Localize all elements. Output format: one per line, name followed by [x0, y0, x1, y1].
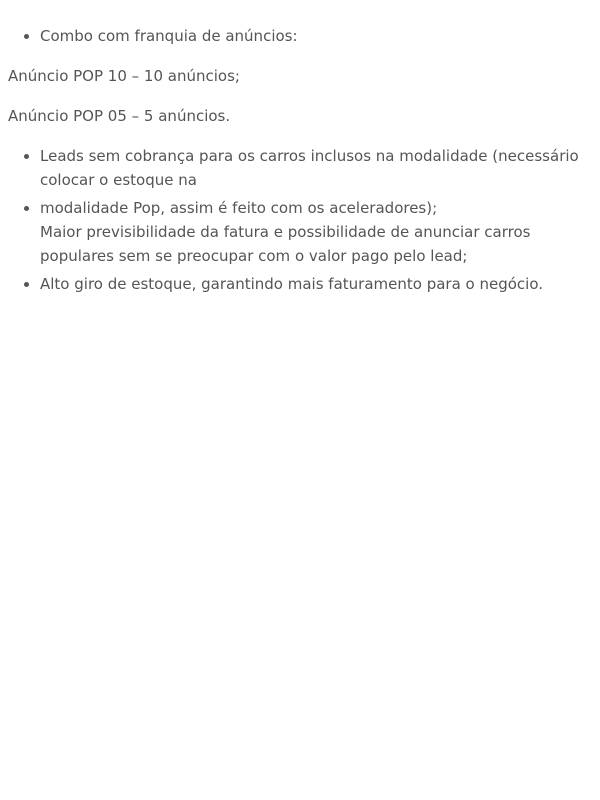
paragraph-pop-05: Anúncio POP 05 – 5 anúncios.	[8, 107, 231, 125]
list-item-line-modalidade: • modalidade Pop, assim é feito com os aceleradores);	[40, 199, 438, 217]
list-item-combo: • Combo com franquia de anúncios:	[40, 24, 592, 48]
list-item-previsibilidade	[40, 196, 592, 268]
list-item-giro-estoque: • Alto giro de estoque, garantindo mais faturamento para o negócio.	[40, 272, 592, 296]
bullet-list-combo	[8, 24, 592, 48]
document-body	[0, 0, 600, 296]
list-item-leads: • Leads sem cobrança para os carros inclusos na modalidade (necessário colocar o estoque na	[40, 144, 592, 192]
list-item-line-previsibilidade: Maior previsibilidade da fatura e possibilidade de anunciar carros populares sem se preocupar com o valor pago pelo lead;	[40, 223, 531, 265]
bullet-list-benefits	[8, 144, 592, 296]
paragraph-pop-10: Anúncio POP 10 – 10 anúncios;	[8, 67, 240, 85]
